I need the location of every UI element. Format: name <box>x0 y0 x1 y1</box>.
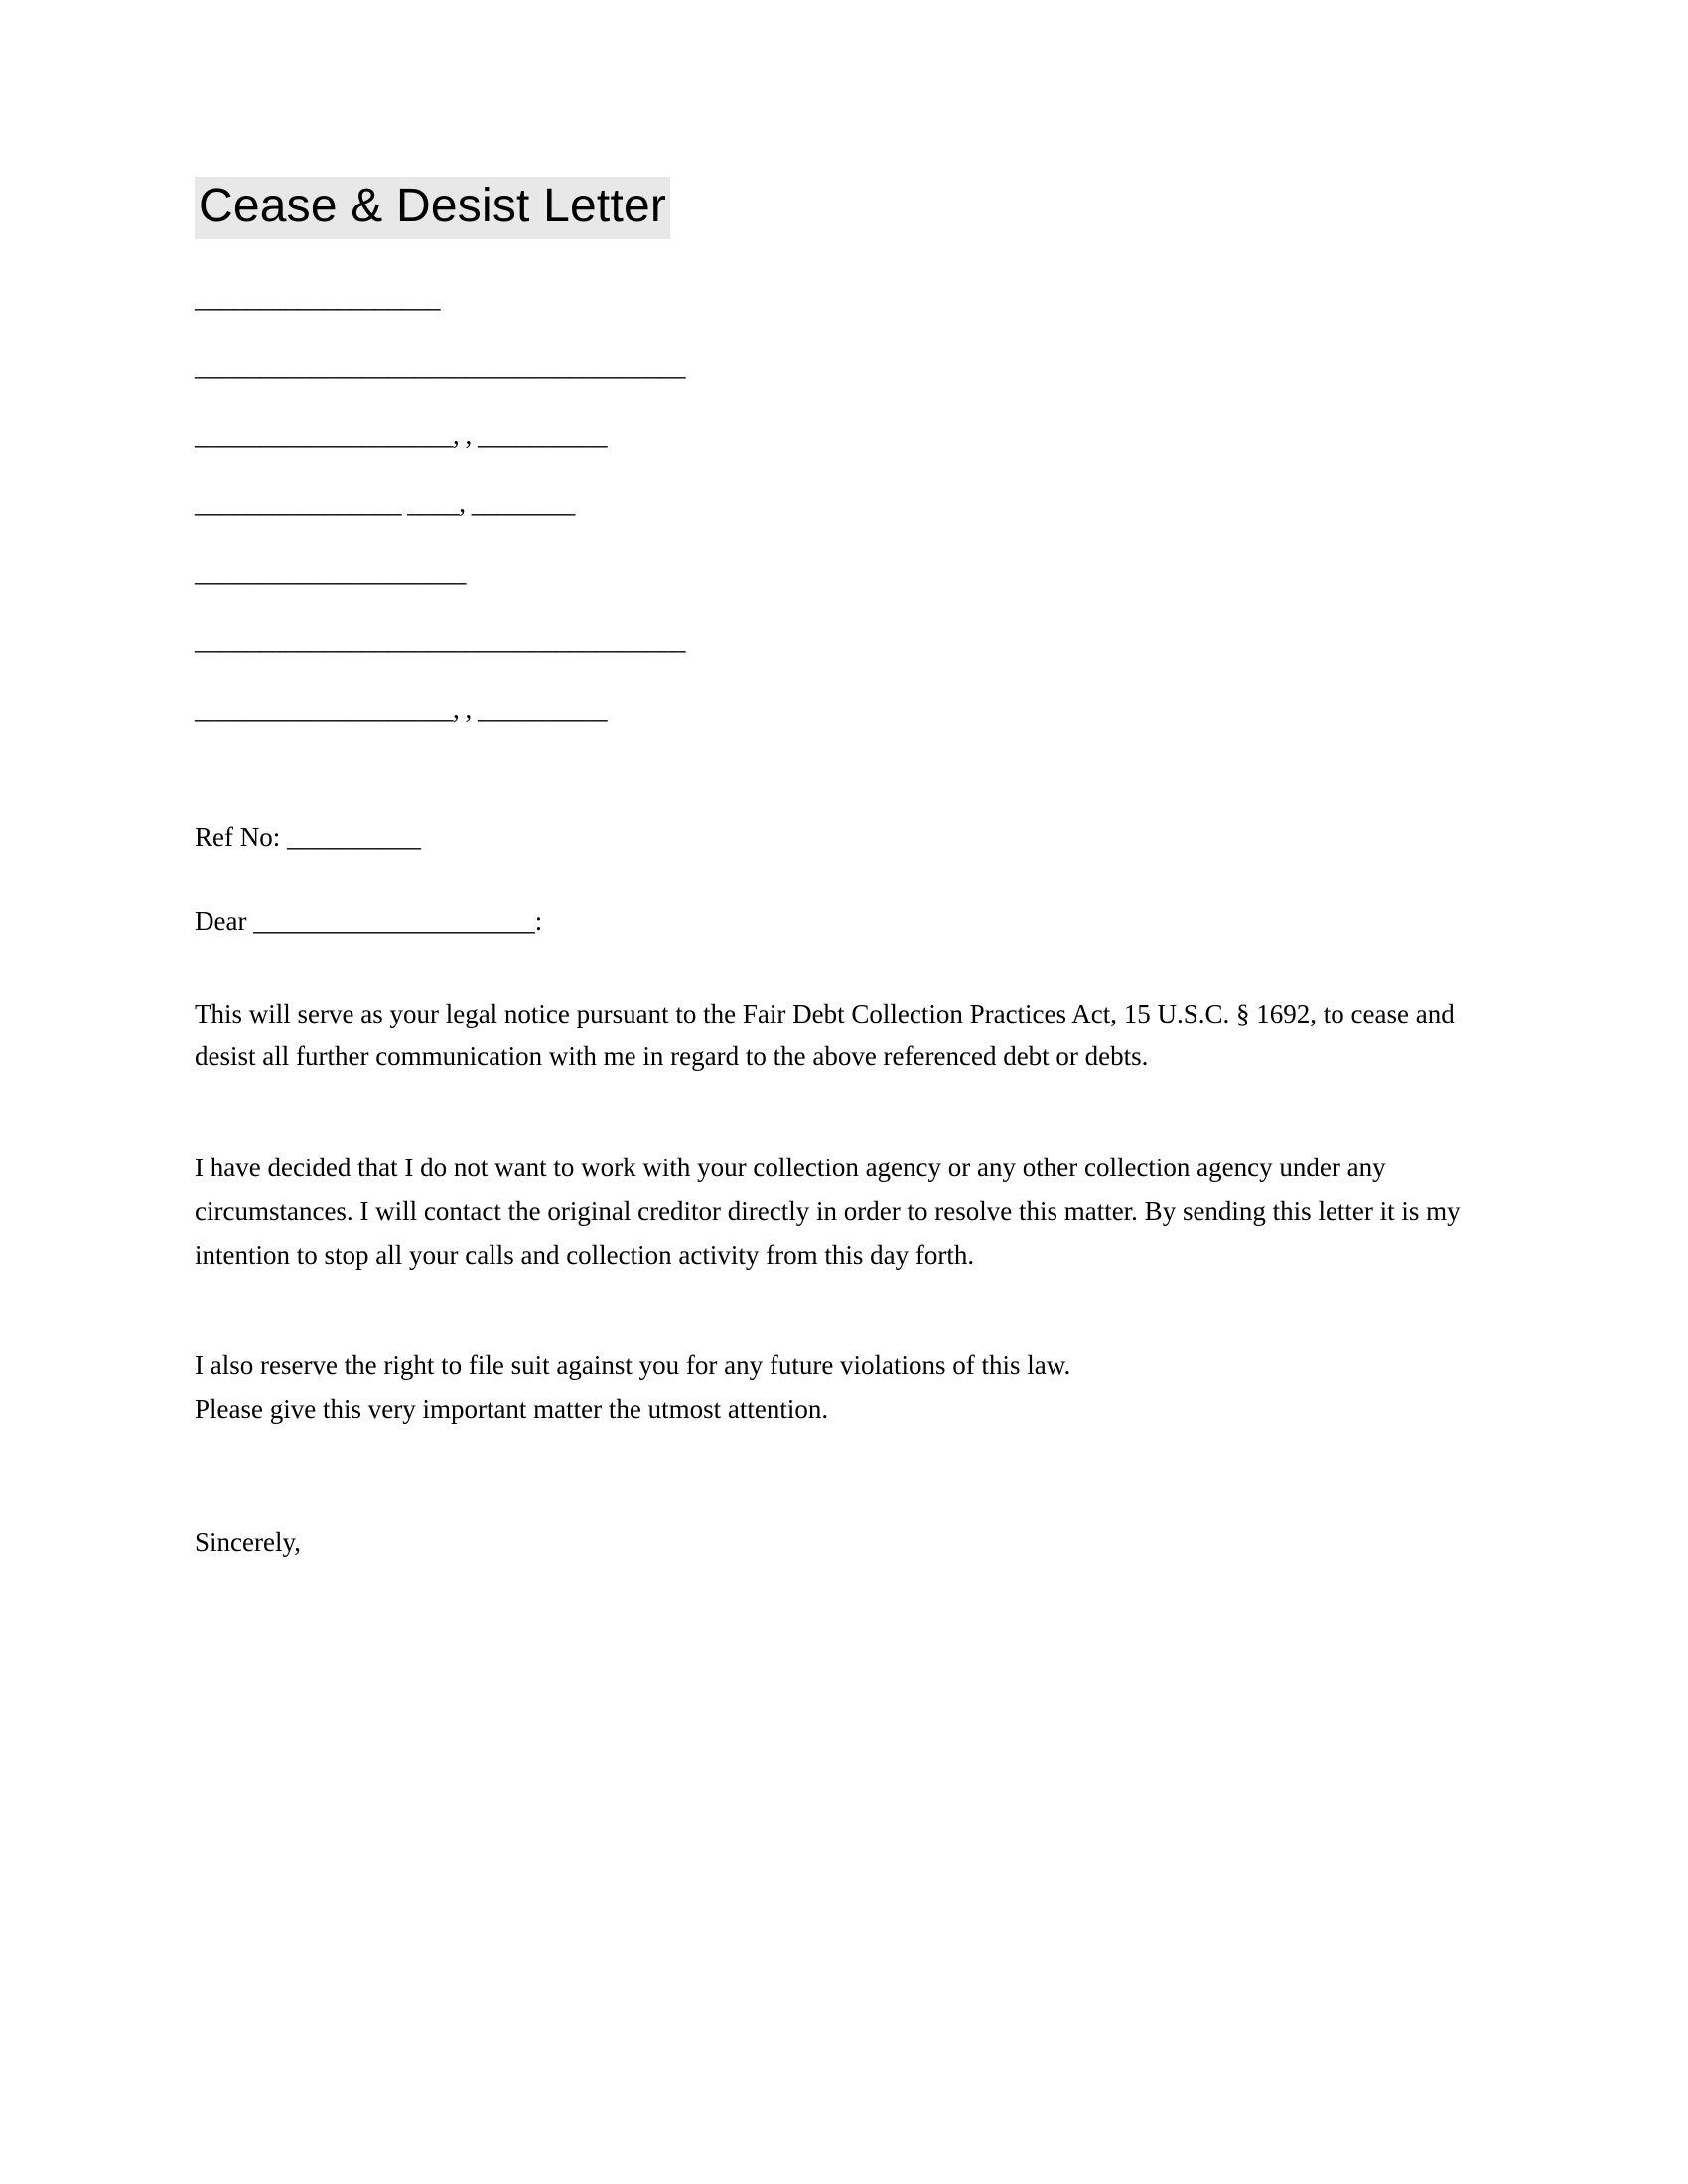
paragraph-gap-2 <box>195 1310 1505 1344</box>
blank-line-2[interactable]: ______________________________________ <box>195 350 685 381</box>
ref-no-field[interactable]: Ref No: __________ <box>195 821 421 852</box>
blank-line-4[interactable]: ________________ ____, ________ <box>195 487 575 518</box>
paragraph-reserve-rights: I also reserve the right to file suit against you for any future violations of this law. <box>195 1350 1071 1381</box>
paragraph-legal-notice: This will serve as your legal notice pursuant to the Fair Debt Collection Practices Act, 15 U.S.C. § 1692, to cease and desist all further communication with me in regard to the above referenced debt or debts. <box>195 998 1455 1072</box>
blank-line-3[interactable]: ____________________, , __________ <box>195 419 607 450</box>
spacer <box>195 764 1505 824</box>
blank-line-7[interactable]: ____________________, , __________ <box>195 693 607 724</box>
paragraph-decision: I have decided that I do not want to work with your collection agency or any other collection agency under any circumstances. I will contact the original creditor directly in order to resolve this matter. By sending this letter it is my intention to stop all your calls and collection activity from this day forth. <box>195 1153 1461 1270</box>
blank-line-6[interactable]: ______________________________________ <box>195 624 685 655</box>
salutation-field[interactable]: Dear _____________________: <box>195 905 543 936</box>
address-blank-fields <box>195 282 1505 724</box>
closing-line: Sincerely, <box>195 1526 301 1557</box>
paragraph-attention-request: Please give this very important matter the utmost attention. <box>195 1394 829 1425</box>
document-body <box>195 177 1505 1556</box>
blank-line-1[interactable]: ___________________ <box>195 282 440 313</box>
page-title: Cease & Desist Letter <box>195 177 670 239</box>
paragraph-gap-1 <box>195 1113 1505 1147</box>
blank-line-5[interactable]: _____________________ <box>195 556 466 587</box>
